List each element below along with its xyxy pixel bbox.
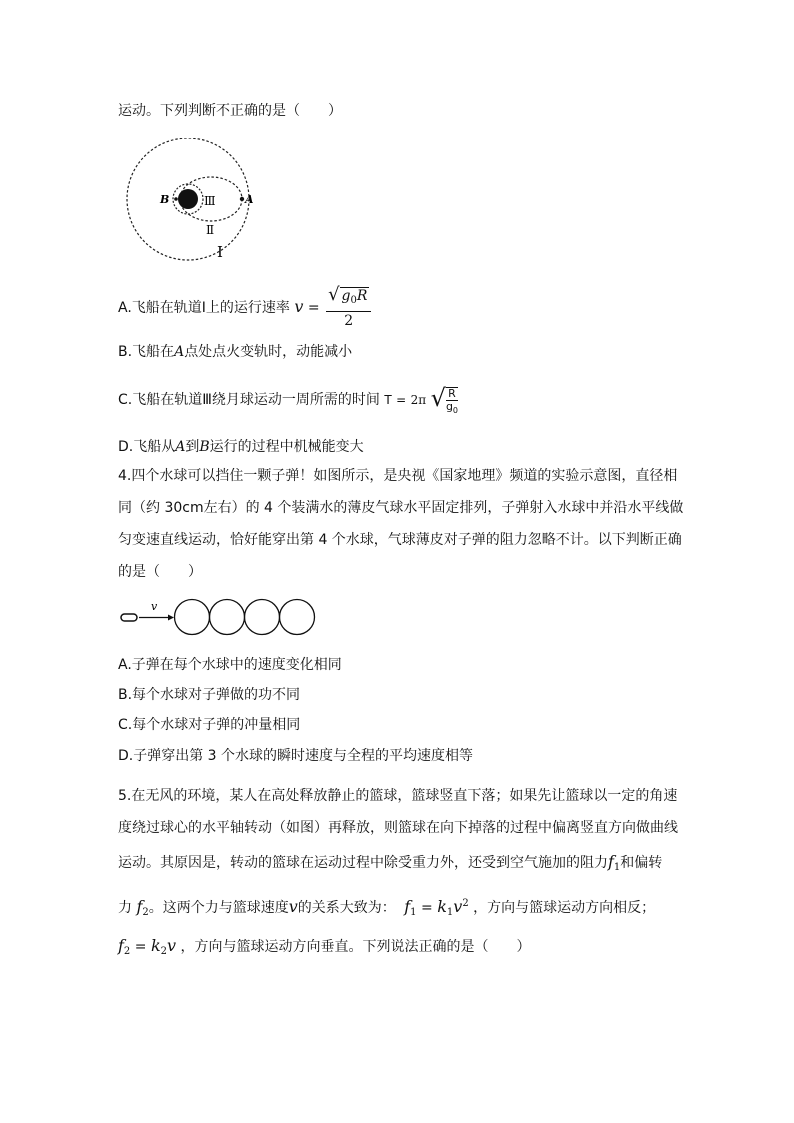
q3-option-b: B.飞船在A点处点火变轨时，动能减小 bbox=[118, 344, 353, 360]
option-a-fraction: $\frac{√ g_0R}{2}$ bbox=[326, 286, 371, 330]
q4-stem-line-2: 同（约 30cm左右）的 4 个装满水的薄皮气球水平固定排列，子弹射入水球中并沿水平线做 bbox=[118, 500, 684, 516]
velocity-label: v bbox=[151, 600, 158, 613]
formula-f1: $f_1 = k_1v^2$ bbox=[404, 897, 469, 918]
moon-body bbox=[178, 189, 198, 209]
q5-line-4: 力 $f_2$。这两个力与篮球速度v的关系大致为： $f_1 = k_1v^2$ ，方向与篮球运动方向相反； bbox=[118, 897, 656, 918]
q3-option-d: D.飞船从A到B运行的过程中机械能变大 bbox=[118, 439, 364, 455]
balloon-2 bbox=[210, 600, 245, 635]
q3-stem-tail: 运动。下列判断不正确的是（ ） bbox=[118, 103, 342, 119]
arrow-head bbox=[168, 615, 174, 621]
bullet bbox=[121, 614, 137, 621]
option-c-sqrt: √ $\frac{R}{g_0}$ bbox=[430, 384, 459, 415]
q4-stem-line-1: 4.四个水球可以挡住一颗子弹！如图所示，是央视《国家地理》频道的实验示意图，直径相 bbox=[118, 468, 678, 484]
q3-option-a: A.飞船在轨道Ⅰ上的运行速率 v = $\frac{√ g_0R}{2}$ bbox=[118, 286, 371, 330]
balloon-1 bbox=[175, 600, 210, 635]
q5-line-5: $f_2 = k_2v$ ，方向与篮球运动方向垂直。下列说法正确的是（ ） bbox=[118, 936, 531, 957]
point-b bbox=[174, 197, 178, 201]
label-b: B bbox=[160, 193, 170, 206]
balloon-3 bbox=[245, 600, 280, 635]
label-orbit-1: Ⅰ bbox=[217, 243, 223, 261]
orbit-figure bbox=[118, 138, 288, 262]
q3-option-c: C.飞船在轨道Ⅲ绕月球运动一周所需的时间 T = 2π √ $\frac{R}{g_0}$ bbox=[118, 378, 458, 422]
label-a: A bbox=[245, 193, 254, 206]
q4-stem-line-4: 的是（ ） bbox=[118, 564, 202, 580]
q5-line-2: 度绕过球心的水平轴转动（如图）再释放，则篮球在向下掉落的过程中偏离竖直方向做曲线 bbox=[118, 820, 678, 836]
water-balloons-figure bbox=[118, 596, 328, 638]
point-a bbox=[240, 197, 244, 201]
q4-option-a: A.子弹在每个水球中的速度变化相同 bbox=[118, 657, 342, 673]
q4-stem-line-3: 匀变速直线运动，恰好能穿出第 4 个水球，气球薄皮对子弹的阻力忽略不计。以下判断正确 bbox=[118, 532, 682, 548]
label-orbit-3: Ⅲ bbox=[204, 194, 216, 208]
q4-option-b: B.每个水球对子弹做的功不同 bbox=[118, 687, 301, 703]
q4-option-d: D.子弹穿出第 3 个水球的瞬时速度与全程的平均速度相等 bbox=[118, 748, 474, 764]
q5-line-1: 5.在无风的环境，某人在高处释放静止的篮球，篮球竖直下落；如果先让篮球以一定的角速 bbox=[118, 788, 678, 804]
formula-f2: $f_2 = k_2v$ bbox=[118, 936, 177, 957]
q4-option-c: C.每个水球对子弹的冲量相同 bbox=[118, 717, 301, 733]
q5-line-3: 运动。其原因是，转动的篮球在运动过程中除受重力外，还受到空气施加的阻力$f_1$和偏转 bbox=[118, 852, 663, 873]
label-orbit-2: Ⅱ bbox=[206, 223, 215, 237]
balloon-4 bbox=[280, 600, 315, 635]
